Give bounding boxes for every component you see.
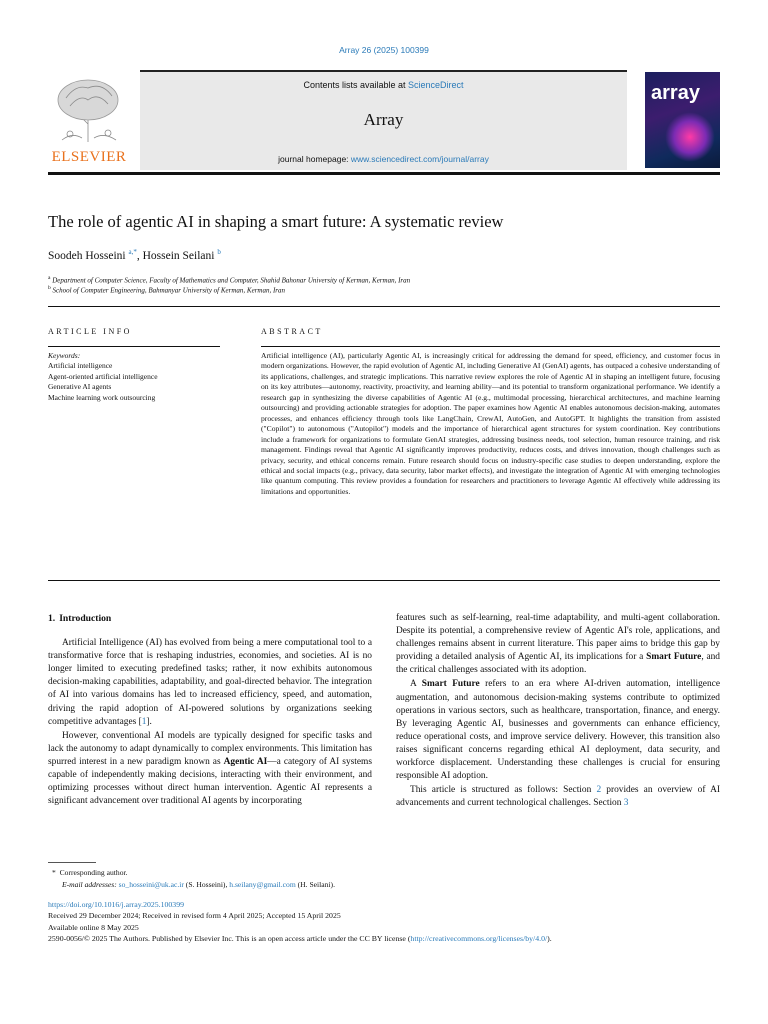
paragraph-text: A [410,679,422,690]
corresponding-note [52,867,335,879]
section-link[interactable]: 2 [596,785,602,796]
elsevier-tree-icon [48,74,130,144]
email-link[interactable]: h.seilany@gmail.com [229,880,296,889]
footnotes [52,867,335,891]
journal-reference[interactable]: Array 26 (2025) 100399 [339,45,429,55]
affiliation-marker: b [48,285,51,291]
paragraph-text: However, conventional AI models are typically designed for specific tasks and lack the autonomy to adapt dynamically to complex environments. This limitation has spurred interest in a new paradigm known as [48,730,372,767]
author-affiliation-marker[interactable]: a,* [128,248,137,256]
author-list [48,248,221,262]
paragraph-text: features such as self-learning, real-time adaptability, and multi-agent collaboration. Despite its potential, a comprehensive review of Agentic AI's role, applications, and challenges remains absent in current literature. This paper aims to bridge this gap by providing a detailed analysis of Agentic AI, its implications for a [396,613,720,663]
keywords-block [48,351,220,403]
license-text: ). [547,933,552,943]
homepage-line [140,154,627,164]
paragraph-text: , and the critical challenges associated with its adoption. [396,652,720,676]
journal-header [48,70,720,174]
keyword: Artificial intelligence [48,361,113,371]
affiliation-text: Department of Computer Science, Faculty of Mathematics and Computer, Shahid Bahonar University of Kerman, Kerman, Iran [52,276,411,285]
keyword: Generative AI agents [48,382,112,392]
contents-prefix: Contents lists available at [303,80,409,90]
divider [48,580,720,581]
sciencedirect-link[interactable]: ScienceDirect [408,80,464,90]
license-line [48,933,720,944]
paragraph-text: —a category of AI systems capable of independently making decisions, interacting with their environment, and optimizing processes without direct human intervention. Agentic AI represents a significant advancement over traditional AI agents by incorporating [48,756,373,807]
author-name[interactable]: Hossein Seilani [142,249,215,262]
author-name[interactable]: Soodeh Hosseini [48,249,126,262]
cover-glow [665,112,715,162]
publication-info [48,899,720,944]
keywords-heading: Keywords: [48,351,81,360]
section-link[interactable]: 3 [623,798,629,809]
journal-cover-image[interactable] [645,72,720,168]
contents-line [140,80,627,90]
email-owner: (H. Seilani). [297,880,335,889]
license-link[interactable]: http://creativecommons.org/licenses/by/4.0/ [410,933,548,943]
keyword: Machine learning work outsourcing [48,392,156,402]
left-column [48,612,372,809]
keyword: Agent-oriented artificial intelligence [48,371,158,381]
article-info-label: ARTICLE INFO [48,327,132,336]
article-title: The role of agentic AI in shaping a smart future: A systematic review [48,212,504,231]
author-affiliation-marker[interactable]: b [217,248,221,256]
paragraph [48,730,372,809]
asterisk-marker: * [52,868,60,877]
divider [48,306,720,307]
paragraph-text: This article is structured as follows: Section [410,785,597,796]
email-link[interactable]: so_hosseini@uk.ac.ir [118,880,184,889]
affiliation-text: School of Computer Engineering, Bahmanyar University of Kerman, Kerman, Iran [52,286,286,295]
section-number: 1. [48,613,56,624]
received-dates: Received 29 December 2024; Received in revised form 4 April 2025; Accepted 15 April 2025 [48,911,341,921]
corresponding-text: Corresponding author. [59,868,128,877]
paragraph-text: ]. [146,716,152,727]
email-line [52,879,335,891]
abstract-text: Artificial intelligence (AI), particularly Agentic AI, is increasingly critical for addressing the demand for speed, efficiency, and customer focus in modern organizations. However, the rapid evolution of Agentic AI, including Generative AI (GenAI) agents, has outpaced a cohesive understanding of its applications, challenges, and strategic implications. This narrative review explores the role of Agentic AI in shaping an intelligent future, focusing on its key attributes—autonomy, reactivity, proactivity, and learning ability—and its potential to transform organizational performance. We identify a research gap in synthesizing the diverse capabilities of Agentic AI (e.g., multimodal processing, hierarchical architectures, and machine learning outsourcing) and providing actionable strategies for adoption. The paper examines how Agentic AI enables autonomous decision-making, automates processes, and enhances efficiency through tools like LangChain, CrewAI, AutoGen, and AutoGPT. It highlights the transition from assisted ("Copilot") to autonomous ("Autopilot") models and the importance of hierarchical agent structures for system coordination. Key contributions include a framework for organizations to formulate GenAI strategies, addressing business needs, tool selection, human resource training, and risk management. Findings reveal that Agentic AI significantly improves productivity, reduces costs, and drives innovation, though challenges such as privacy, security, and ethical concerns remain. Future research should focus on industry-specific case studies to deepen understanding, explore the ethical and social impacts (e.g., privacy, data security, labor market effects), and investigate the integration of Agentic AI with emerging technologies like quantum computing. This review provides a foundation for researchers and practitioners to leverage Agentic AI effectively while addressing its limitations and opportunities. [261,351,720,496]
section-heading [48,612,372,625]
elsevier-logo[interactable] [48,74,130,170]
abstract-label: ABSTRACT [261,327,323,336]
homepage-prefix: journal homepage: [278,154,351,164]
divider [261,346,720,347]
email-label: E-mail addresses: [62,880,117,889]
paragraph [396,612,720,677]
paragraph [48,637,372,729]
section-title: Introduction [59,613,112,624]
emphasis: Smart Future [646,652,702,663]
citation-link[interactable]: 1 [141,716,147,727]
divider [48,346,220,347]
journal-info-box [140,70,627,170]
paragraph-text: provides an overview of AI advancements and current technological challenges. Section [396,785,720,809]
journal-homepage-link[interactable]: www.sciencedirect.com/journal/array [350,154,489,164]
footnote-divider [48,862,96,863]
paragraph-text: Artificial Intelligence (AI) has evolved from being a mere computational tool to a transformative force that is reshaping industries, economies, and societies. AI is no longer limited to executing predefined tasks; rather, it now exhibits autonomous decision-making capabilities, adaptability, and goal-directed behavior. The integration of AI into various domains has led to increased efficiency, speed, and automation, driving the rapid adoption of AI-powered solutions by organizations seeking competitive advantages [ [48,638,372,727]
author-separator: , [136,249,143,262]
paragraph [396,784,720,810]
doi-link[interactable]: https://doi.org/10.1016/j.array.2025.100399 [48,900,185,909]
license-text: 2590-0056/© 2025 The Authors. Published by Elsevier Inc. This is an open access article under the CC BY license ( [48,933,411,943]
cover-title: array [651,82,700,104]
available-date: Available online 8 May 2025 [48,922,139,932]
right-column [396,612,720,811]
affiliation [48,285,285,294]
paragraph [396,678,720,783]
journal-name: Array [363,110,404,129]
elsevier-wordmark: ELSEVIER [51,149,127,165]
header-divider [48,172,720,175]
emphasis: Agentic AI [223,756,268,767]
emphasis: Smart Future [421,679,480,690]
affiliation-marker: a [48,275,51,281]
email-owner: (S. Hosseini), [185,880,228,889]
affiliation [48,275,410,284]
paragraph-text: refers to an era where AI-driven automation, intelligence augmentation, and autonomous decision-making systems contribute to optimized operations in various sectors, such as healthcare, transportation, finance, and energy. By leveraging Agentic AI, businesses and governments can enhance efficiency, reduce operational costs, and improve service delivery. However, this transition also raises significant concerns regarding ethical AI deployment, data security, and workforce displacement. Understanding these challenges is crucial for ensuring responsible AI adoption. [396,679,720,782]
